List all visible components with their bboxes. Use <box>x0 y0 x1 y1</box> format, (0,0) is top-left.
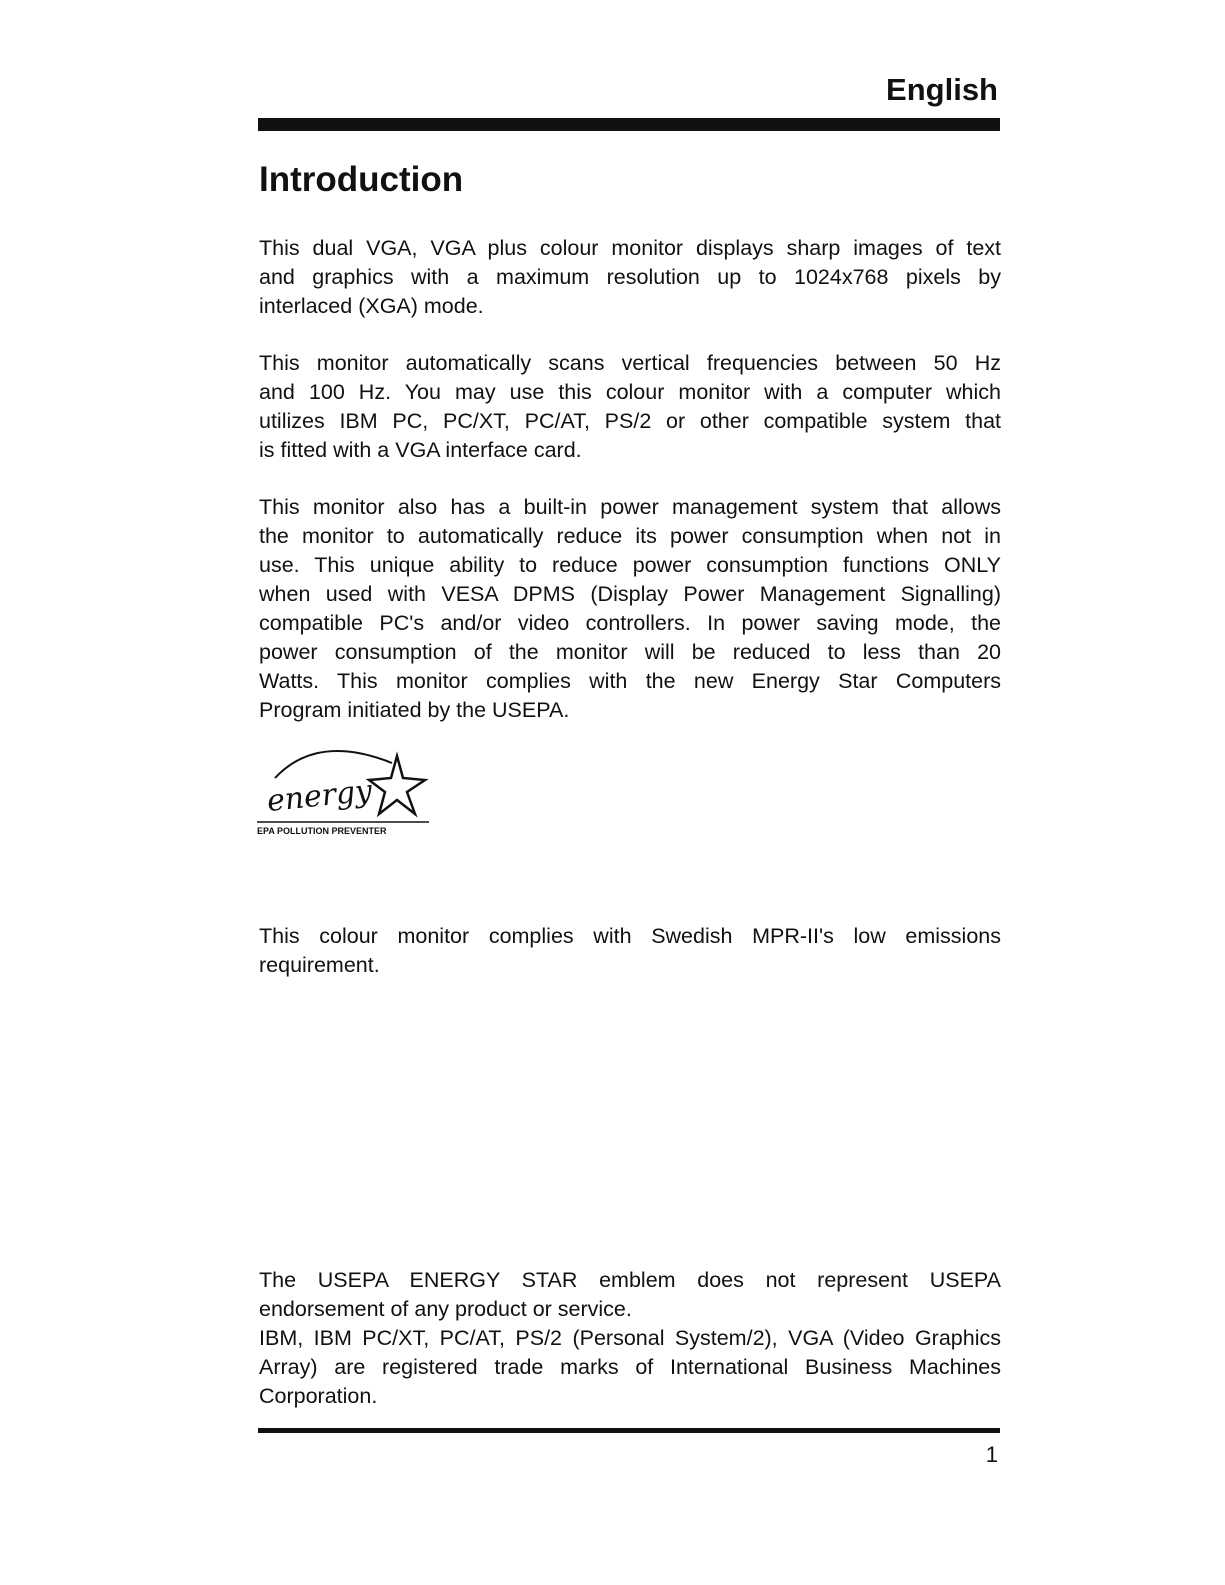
language-header: English <box>886 72 998 107</box>
paragraph-power-management <box>259 493 1001 725</box>
footer-rule <box>258 1428 1000 1433</box>
text-line: and 100 Hz. You may use this colour monitor with a computer which <box>259 380 1001 404</box>
text-line: This monitor automatically scans vertical frequencies between 50 Hz <box>259 351 1001 375</box>
text-line: utilizes IBM PC, PC/XT, PC/AT, PS/2 or other compatible system that <box>259 409 1001 433</box>
svg-text:EPA POLLUTION PREVENTER: EPA POLLUTION PREVENTER <box>257 826 387 836</box>
text-line: the monitor to automatically reduce its power consumption when not in <box>259 524 1001 548</box>
text-line: power consumption of the monitor will be reduced to less than 20 <box>259 640 1001 664</box>
svg-text:energy: energy <box>265 773 374 820</box>
text-line: IBM, IBM PC/XT, PC/AT, PS/2 (Personal System/2), VGA (Video Graphics <box>259 1326 1001 1350</box>
text-line: This colour monitor complies with Swedish MPR-II's low emissions <box>259 924 1001 948</box>
text-line: is fitted with a VGA interface card. <box>259 438 582 462</box>
paragraph-intro <box>259 234 1001 321</box>
text-line: Program initiated by the USEPA. <box>259 698 570 722</box>
text-line: The USEPA ENERGY STAR emblem does not represent USEPA <box>259 1268 1001 1292</box>
text-line: Watts. This monitor complies with the new Energy Star Computers <box>259 669 1001 693</box>
text-line: when used with VESA DPMS (Display Power Management Signalling) <box>259 582 1001 606</box>
text-line: compatible PC's and/or video controllers. In power saving mode, the <box>259 611 1001 635</box>
paragraph-mpr <box>259 922 1001 980</box>
page-title: Introduction <box>259 160 464 199</box>
text-line: Array) are registered trade marks of International Business Machines <box>259 1355 1001 1379</box>
header-rule <box>258 118 1000 131</box>
text-line: requirement. <box>259 953 380 977</box>
text-line: interlaced (XGA) mode. <box>259 294 484 318</box>
text-line: This dual VGA, VGA plus colour monitor displays sharp images of text <box>259 236 1001 260</box>
text-line: use. This unique ability to reduce power consumption functions ONLY <box>259 553 1001 577</box>
paragraph-frequencies <box>259 349 1001 465</box>
energy-star-logo <box>257 738 432 838</box>
page-number: 1 <box>985 1442 998 1467</box>
text-line: endorsement of any product or service. <box>259 1297 632 1321</box>
text-line: This monitor also has a built-in power management system that allows <box>259 495 1001 519</box>
text-line: Corporation. <box>259 1384 378 1408</box>
paragraph-trademarks <box>259 1266 1001 1411</box>
text-line: and graphics with a maximum resolution up to 1024x768 pixels by <box>259 265 1001 289</box>
